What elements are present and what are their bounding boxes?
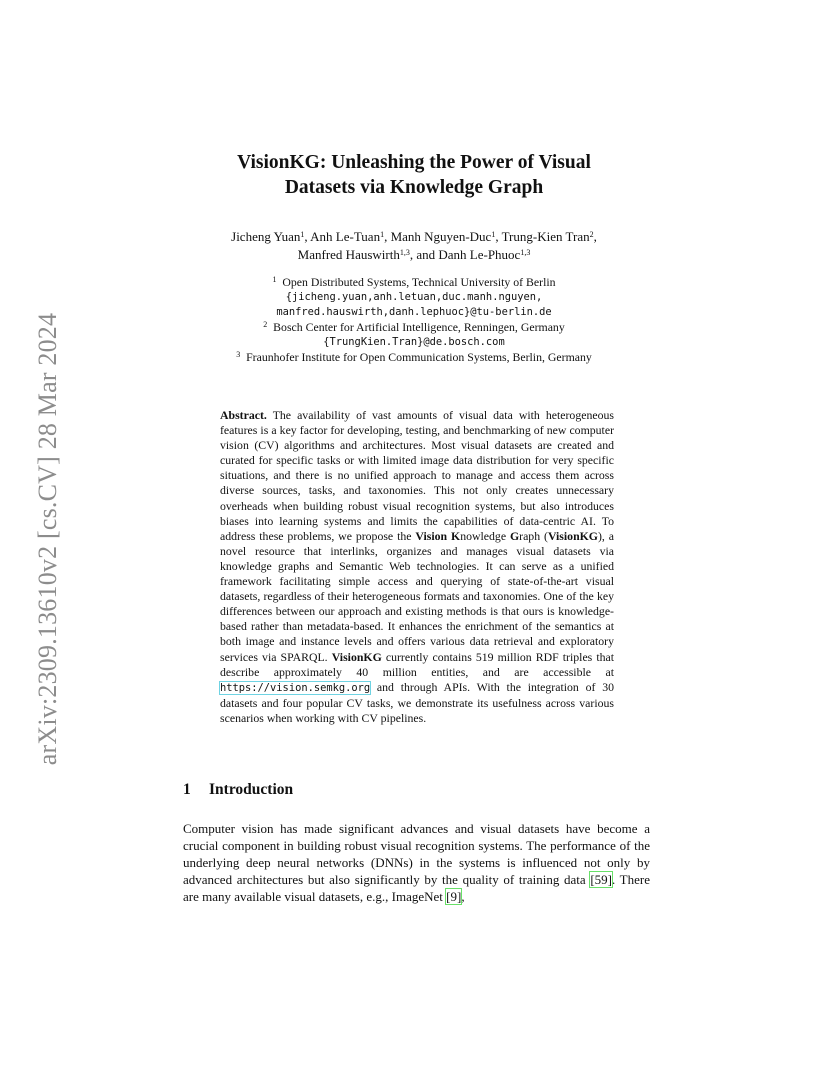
author-line-1: Jicheng Yuan$^1$, Anh Le-Tuan$^1$, Manh Nguyen-Duc$^1$, Trung-Kien Tran$^2$, — [231, 229, 597, 244]
affiliation-1-email-2: manfred.hauswirth,danh.lephuoc}@tu-berlin.de — [276, 306, 552, 318]
title-line-2: Datasets via Knowledge Graph — [284, 177, 544, 198]
intro-paragraph — [183, 820, 650, 905]
author-name: Manfred Hauswirth — [297, 247, 400, 262]
affil-mark: 3 — [236, 350, 241, 359]
acronym-rest: nowledge — [460, 528, 510, 543]
section-number: 1 — [183, 781, 191, 798]
author-affil-mark: 1,3 — [399, 248, 410, 257]
author-name: Danh Le-Phuoc — [438, 247, 521, 262]
author-affil-mark: 1,3 — [520, 248, 531, 257]
affiliations — [140, 275, 688, 365]
abstract-label: Abstract. — [220, 408, 267, 422]
citation-link[interactable]: [59] — [590, 872, 612, 887]
author-list — [140, 228, 688, 264]
project-name: VisionKG — [547, 528, 598, 543]
affiliation-2 — [140, 320, 688, 335]
acronym-rest: raph ( — [519, 528, 548, 543]
abstract-text-1: The availability of vast amounts of visual data with heterogeneous features is a key factor for developing, testing, and benchmarking of new computer vision (CV) algorithms and architectures. Most visual datasets are created and curated for specific tasks or with limited image data distribution for very specific situations, and there is no unified approach to manage and access them across diverse sources, tasks, and taxonomies. This not only creates unnecessary overheads when building robust visual recognition systems, but also introduces biases into learning systems and limits the capabilities of data-centric AI. To address these problems, we propose the — [220, 408, 614, 543]
title-line-1: VisionKG: Unleashing the Power of Visual — [237, 152, 591, 173]
affiliation-1 — [140, 275, 688, 290]
acronym-letter: K — [451, 528, 461, 543]
author-name: Manh Nguyen-Duc — [390, 229, 492, 244]
author-affil-mark: 1 — [380, 230, 385, 239]
affil-text: Bosch Center for Artificial Intelligence, Renningen, Germany — [273, 320, 565, 334]
author-name: Anh Le-Tuan — [310, 229, 381, 244]
acronym-letter: V — [415, 528, 424, 543]
affil-mark: 1 — [272, 275, 277, 284]
abstract-text-3: currently contains 519 million RDF triples that describe approximately 40 million entities, and are accessible at — [220, 649, 615, 679]
section-title: Introduction — [209, 781, 294, 798]
intro-text-3: , — [461, 889, 465, 904]
abstract-text-2: ), a novel resource that interlinks, organizes and manages visual datasets via knowledge graphs and Semantic Web technologies. It can serve as a unified framework facilitating simple access and querying of state-of-the-art visual datasets, regardless of their heterogeneous formats and taxonomies. One of the key differences between our approach and existing methods is that ours is knowledge-based rather than metadata-based. It enhances the enrichment of the semantics at both image and instance levels and offers various data retrieval and exploratory services via SPARQL. — [220, 528, 614, 664]
project-name: VisionKG — [331, 649, 382, 664]
author-affil-mark: 1 — [300, 230, 305, 239]
affil-text: Open Distributed Systems, Technical University of Berlin — [282, 275, 556, 289]
author-affil-mark: 1 — [491, 230, 496, 239]
citation-link[interactable]: [9] — [446, 889, 462, 904]
author-name: Jicheng Yuan — [231, 229, 301, 244]
author-conjunction: and — [416, 247, 436, 262]
acronym-rest: ision — [423, 528, 451, 543]
affiliation-2-email: {TrungKien.Tran}@de.bosch.com — [323, 336, 505, 348]
affil-text: Fraunhofer Institute for Open Communication Systems, Berlin, Germany — [246, 350, 592, 364]
affil-mark: 2 — [263, 320, 268, 329]
intro-text-1: Computer vision has made significant advances and visual datasets have become a crucial component in building robust visual recognition systems. The performance of the underlying deep neural networks (DNNs) in the systems is influenced not only by advanced architectures but also significantly by the quality of training data — [183, 821, 650, 887]
author-affil-mark: 2 — [589, 230, 594, 239]
intro-text-2: . There are many available visual datasets, e.g., ImageNet — [183, 872, 650, 904]
author-line-2: Manfred Hauswirth$^{1,3}$, and Danh Le-Phuoc$^{1,3}$ — [297, 247, 531, 262]
author-name: Trung-Kien Tran — [501, 229, 590, 244]
section-heading — [183, 781, 293, 799]
project-url-link[interactable]: https://vision.semkg.org — [220, 681, 371, 694]
abstract-text-4: and through APIs. With the integration of 30 datasets and four popular CV tasks, we demonstrate its usefulness across various scenarios when working with CV pipelines. — [220, 679, 614, 725]
paper-title — [120, 150, 708, 200]
arxiv-sidebar-stamp: arXiv:2309.13610v2 [cs.CV] 28 Mar 2024 — [33, 312, 62, 766]
affiliation-3 — [140, 350, 688, 365]
acronym-letter: G — [509, 528, 520, 543]
affiliation-1-email-1: {jicheng.yuan,anh.letuan,duc.manh.nguyen, — [285, 291, 543, 303]
abstract — [220, 408, 614, 726]
